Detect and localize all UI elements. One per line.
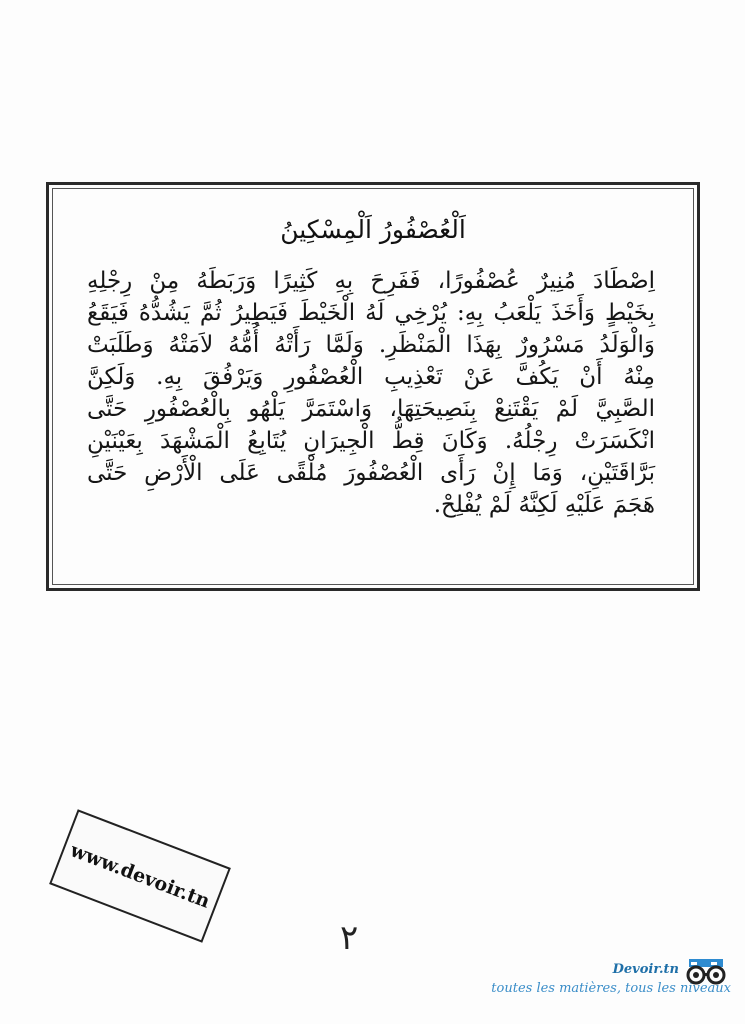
story-paragraph [87,265,655,521]
paragraph-line: وَالْوَلَدُ مَسْرُورٌ بِهَذَا الْمَنْظَرِ. وَلَمَّا رَأَتْهُ أُمُّهُ لاَمَتْهُ وَطَلَبَتْ [87,332,655,358]
text-frame [46,182,700,591]
paragraph-line: هَجَمَ عَلَيْهِ لَكِنَّهُ لَمْ يُفْلِحْ. [433,492,655,518]
paragraph-line: انْكَسَرَتْ رِجْلُهُ. وَكَانَ قِطُّ الْجِيرَانِ يُتَابِعُ الْمَشْهَدَ بِعَيْنَيْنِ [87,428,655,454]
paragraph-line: مِنْهُ أَنْ يَكُفَّ عَنْ تَعْذِيبِ الْعُصْفُورِ وَيَرْفُقَ بِهِ. وَلَكِنَّ [87,364,655,390]
paragraph-line: بَرَّاقَتَيْنِ، وَمَا إِنْ رَأَى الْعُصْفُورَ مُلْقًى عَلَى الْأَرْضِ حَتَّى [87,460,655,486]
website-stamp: www.devoir.tn [49,809,231,942]
brand-name: Devoir.tn [612,962,679,977]
paragraph-line: الصَّبِيَّ لَمْ يَقْتَنِعْ بِنَصِيحَتِهَا، وَاسْتَمَرَّ يَلْهُو بِالْعُصْفُورِ حَتَّى [87,396,655,422]
brand-tagline: toutes les matières, tous les niveaux [491,981,731,996]
text-frame-inner [52,188,694,585]
document-title: اَلْعُصْفُورُ اَلْمِسْكِينُ [280,215,466,244]
footer-brand [491,962,731,996]
paragraph-line: بِخَيْطٍ وَأَخَذَ يَلْعَبُ بِهِ: يُرْخِي لَهُ الْخَيْطَ فَيَطِيرُ ثُمَّ يَشُدُّهُ فَيَقَعُ [87,300,655,326]
page-number: ٢ [340,918,359,958]
glasses-icon [683,958,729,990]
paragraph-line: اِصْطَادَ مُنِيرٌ عُصْفُورًا، فَفَرِحَ بِهِ كَثِيرًا وَرَبَطَهُ مِنْ رِجْلِهِ [87,268,655,294]
